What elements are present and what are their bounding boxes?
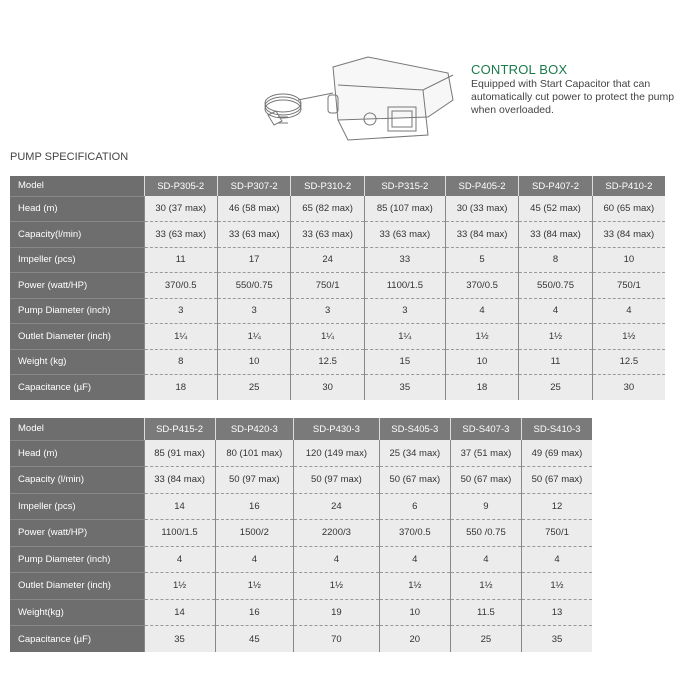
table-cell: 1½ (521, 573, 592, 600)
row-label: Impeller (pcs) (10, 247, 144, 273)
table-cell: 33 (84 max) (144, 467, 215, 494)
table-cell: 50 (67 max) (450, 467, 521, 494)
table-cell: 33 (63 max) (144, 222, 217, 248)
table-cell: 33 (84 max) (445, 222, 518, 248)
spec-table-2 (10, 418, 592, 652)
table-cell: 370/0.5 (144, 273, 217, 299)
table-row (10, 467, 592, 494)
row-label: Capacity (l/min) (10, 467, 144, 494)
table-cell: 33 (63 max) (364, 222, 445, 248)
table-row (10, 196, 665, 222)
table-cell: 30 (37 max) (144, 196, 217, 222)
row-label: Impeller (pcs) (10, 493, 144, 520)
control-box-image (258, 45, 458, 145)
table-cell: 4 (215, 546, 293, 573)
table-cell: 45 (215, 626, 293, 653)
table-row (10, 247, 665, 273)
table-cell: 50 (97 max) (294, 467, 380, 494)
table-cell: 3 (144, 298, 217, 324)
table-cell: 4 (379, 546, 450, 573)
table-row (10, 324, 665, 350)
header-label: Model (10, 418, 144, 440)
table-row (10, 626, 592, 653)
table-cell: 33 (63 max) (291, 222, 364, 248)
row-label: Capacitance (µF) (10, 626, 144, 653)
model-header: SD-P405-2 (445, 176, 518, 196)
table-cell: 370/0.5 (445, 273, 518, 299)
table-cell: 2200/3 (294, 520, 380, 547)
row-label: Head (m) (10, 196, 144, 222)
table-cell: 19 (294, 599, 380, 626)
table-cell: 4 (592, 298, 665, 324)
table-cell: 370/0.5 (379, 520, 450, 547)
table-cell: 70 (294, 626, 380, 653)
table-cell: 5 (445, 247, 518, 273)
table-cell: 11.5 (450, 599, 521, 626)
row-label: Power (watt/HP) (10, 273, 144, 299)
table-cell: 1¼ (144, 324, 217, 350)
table-row (10, 273, 665, 299)
model-header: SD-S405-3 (379, 418, 450, 440)
table-cell: 1100/1.5 (144, 520, 215, 547)
table-cell: 24 (294, 493, 380, 520)
table-cell: 1¼ (291, 324, 364, 350)
row-label: Weight(kg) (10, 599, 144, 626)
table-cell: 11 (144, 247, 217, 273)
table-cell: 18 (144, 375, 217, 401)
row-label: Outlet Diameter (inch) (10, 573, 144, 600)
table-cell: 35 (364, 375, 445, 401)
table-cell: 11 (519, 349, 592, 375)
table-cell: 37 (51 max) (450, 440, 521, 467)
control-box-title: CONTROL BOX (471, 62, 568, 77)
table-cell: 65 (82 max) (291, 196, 364, 222)
table-cell: 50 (97 max) (215, 467, 293, 494)
table-cell: 50 (67 max) (521, 467, 592, 494)
table-cell: 1½ (519, 324, 592, 350)
table-cell: 10 (379, 599, 450, 626)
table-cell: 1500/2 (215, 520, 293, 547)
table-cell: 4 (519, 298, 592, 324)
table-cell: 750/1 (592, 273, 665, 299)
table-cell: 550/0.75 (217, 273, 290, 299)
model-header: SD-P410-2 (592, 176, 665, 196)
table-cell: 4 (450, 546, 521, 573)
model-header: SD-P307-2 (217, 176, 290, 196)
row-label: Power (watt/HP) (10, 520, 144, 547)
table-cell: 1¼ (217, 324, 290, 350)
table-cell: 60 (65 max) (592, 196, 665, 222)
table-cell: 12.5 (291, 349, 364, 375)
table-cell: 50 (67 max) (379, 467, 450, 494)
table-cell: 33 (364, 247, 445, 273)
table-cell: 16 (215, 493, 293, 520)
table-cell: 750/1 (521, 520, 592, 547)
table-cell: 1½ (450, 573, 521, 600)
table-cell: 750/1 (291, 273, 364, 299)
table-cell: 14 (144, 493, 215, 520)
table-cell: 8 (519, 247, 592, 273)
row-label: Weight (kg) (10, 349, 144, 375)
table-cell: 33 (84 max) (592, 222, 665, 248)
table-cell: 85 (91 max) (144, 440, 215, 467)
table-cell: 18 (445, 375, 518, 401)
table-cell: 30 (33 max) (445, 196, 518, 222)
model-header: SD-S410-3 (521, 418, 592, 440)
table-row (10, 546, 592, 573)
table-row (10, 298, 665, 324)
table-cell: 1½ (215, 573, 293, 600)
table-cell: 10 (445, 349, 518, 375)
table-cell: 1½ (144, 573, 215, 600)
table-row (10, 599, 592, 626)
table-cell: 24 (291, 247, 364, 273)
table-cell: 10 (592, 247, 665, 273)
row-label: Capacity(l/min) (10, 222, 144, 248)
table-cell: 4 (294, 546, 380, 573)
table-cell: 6 (379, 493, 450, 520)
table-cell: 9 (450, 493, 521, 520)
model-header: SD-P305-2 (144, 176, 217, 196)
table-cell: 25 (34 max) (379, 440, 450, 467)
header-row (10, 176, 665, 196)
table-cell: 25 (519, 375, 592, 401)
model-header: SD-P430-3 (294, 418, 380, 440)
row-label: Outlet Diameter (inch) (10, 324, 144, 350)
table-row (10, 440, 592, 467)
table-cell: 1½ (294, 573, 380, 600)
table-cell: 80 (101 max) (215, 440, 293, 467)
table-cell: 13 (521, 599, 592, 626)
table-cell: 20 (379, 626, 450, 653)
table-row (10, 573, 592, 600)
table-cell: 17 (217, 247, 290, 273)
table-cell: 1100/1.5 (364, 273, 445, 299)
model-header: SD-P315-2 (364, 176, 445, 196)
table-cell: 550 /0.75 (450, 520, 521, 547)
table-cell: 4 (521, 546, 592, 573)
table-cell: 3 (291, 298, 364, 324)
table-cell: 85 (107 max) (364, 196, 445, 222)
table-row (10, 375, 665, 401)
table-cell: 4 (445, 298, 518, 324)
table-cell: 10 (217, 349, 290, 375)
row-label: Head (m) (10, 440, 144, 467)
header-row (10, 418, 592, 440)
table-cell: 25 (450, 626, 521, 653)
table-cell: 8 (144, 349, 217, 375)
table-cell: 1½ (379, 573, 450, 600)
table-cell: 4 (144, 546, 215, 573)
model-header: SD-P415-2 (144, 418, 215, 440)
table-cell: 15 (364, 349, 445, 375)
table-cell: 12.5 (592, 349, 665, 375)
table-cell: 1½ (445, 324, 518, 350)
table-cell: 16 (215, 599, 293, 626)
table-cell: 1½ (592, 324, 665, 350)
model-header: SD-P407-2 (519, 176, 592, 196)
header-label: Model (10, 176, 144, 196)
model-header: SD-P420-3 (215, 418, 293, 440)
table-row (10, 222, 665, 248)
table-row (10, 520, 592, 547)
table-row (10, 493, 592, 520)
table-cell: 25 (217, 375, 290, 401)
table-cell: 550/0.75 (519, 273, 592, 299)
model-header: SD-S407-3 (450, 418, 521, 440)
section-title: PUMP SPECIFICATION (10, 151, 129, 163)
table-cell: 35 (521, 626, 592, 653)
row-label: Pump Diameter (inch) (10, 298, 144, 324)
table-cell: 30 (291, 375, 364, 401)
table-cell: 14 (144, 599, 215, 626)
table-cell: 3 (217, 298, 290, 324)
table-cell: 35 (144, 626, 215, 653)
table-cell: 3 (364, 298, 445, 324)
table-cell: 49 (69 max) (521, 440, 592, 467)
table-cell: 45 (52 max) (519, 196, 592, 222)
table-cell: 12 (521, 493, 592, 520)
table-cell: 1¼ (364, 324, 445, 350)
spec-table-1 (10, 176, 665, 400)
table-cell: 33 (63 max) (217, 222, 290, 248)
row-label: Capacitance (µF) (10, 375, 144, 401)
table-cell: 33 (84 max) (519, 222, 592, 248)
table-cell: 46 (58 max) (217, 196, 290, 222)
row-label: Pump Diameter (inch) (10, 546, 144, 573)
model-header: SD-P310-2 (291, 176, 364, 196)
table-row (10, 349, 665, 375)
control-box-description: Equipped with Start Capacitor that can automatically cut power to protect the pump when overloaded. (471, 78, 675, 116)
table-cell: 30 (592, 375, 665, 401)
table-cell: 120 (149 max) (294, 440, 380, 467)
